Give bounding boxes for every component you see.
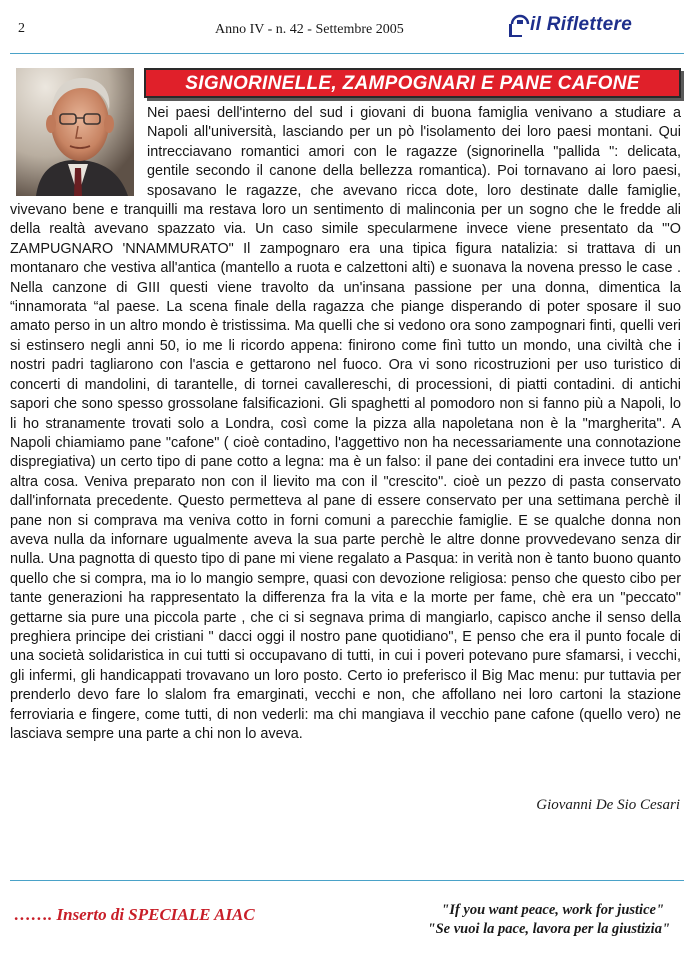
photo-wrap-space — [10, 104, 147, 199]
article-body — [10, 104, 681, 744]
insert-label: ……. Inserto di SPECIALE AIAC — [14, 905, 255, 924]
page-header — [0, 0, 694, 52]
footer-divider — [10, 880, 684, 881]
author-signature: Giovanni De Sio Cesari — [536, 797, 680, 813]
quote-english: "If you want peace, work for justice" — [441, 902, 664, 918]
logo-text: il Riflettere — [530, 14, 633, 35]
newspaper-logo — [506, 10, 682, 40]
header-divider — [10, 53, 684, 54]
article-title: SIGNORINELLE, ZAMPOGNARI E PANE CAFONE — [185, 73, 640, 94]
quote-italian: "Se vuoi la pace, lavora per la giustizia" — [427, 921, 670, 937]
article-title-banner — [144, 68, 681, 98]
page-number: 2 — [18, 21, 25, 36]
issue-info: Anno IV - n. 42 - Settembre 2005 — [215, 22, 404, 37]
article-text: Nei paesi dell'interno del sud i giovani di buona famiglia venivano a studiare a Napoli all'università, lasciando per un pò l'isolamento dei loro paesi montani. Qui intrecciavano romantici amori con le ragazze (signorinella "pallida ": delicata, gentile secondo il canone della bellezza romantica). Poi tornavano ai loro paesi, sposavano le ragazze, che avevano ricca dote, loro destinate dalle famiglie, vivevano bene e tranquilli ma restava loro un sentimento di malinconia per un sogno che le fredde ali della realtà avevano spazzato via. Un caso simile specularmene invece viene presentato da '"O ZAMPUGNARO 'NNAMMURATO" Il zampognaro era una tipica figura natalizia: si trattava di un montanaro che vestiva all'antica (mantello a ruota e calzettoni alti) e suonava la novena presso le case . Nella canzone di GIII questi viene travolto da un'insana passione per una donna, dimentica la “innamorata “al paese. La scena finale della ragazza che piange disperando di poter sposare il suo amato perso in un altro mondo è tristissima. Ma quelli che si vedono ora sono zampognari finti, quelli veri si estinsero negli anni 50, io me li ricordo appena: finirono come finì tutto un mondo, una civiltà che i nostri padri tagliarono con l'ascia e gettarono nel fuoco. Ora vi sono ricostruzioni per uso turistico di concerti di mandolini, di tarantelle, di tornei cavallereschi, di processioni, di piatti contadini. di antichi sapori che sono spesso grossolane falsificazioni. Gli spaghetti al pomodoro non si fanno più a Napoli, lo li ho stranamente trovati solo a Londra, così come la pizza alla napoletana non è la "margherita". A Napoli chiamiamo pane "cafone" ( cioè contadino, l'aggettivo non ha necessariamente una connotazione dispregiativa) un certo tipo di pane cotto a legna: ma è un falso: il pane dei contadini era invece tutto un' altra cosa. Veniva preparato non con il lievito ma con il "crescito". cioè un pezzo di pasta conservato dall'infornata precedente. Questo permetteva al pane di essere conservato per una settimana perchè il pane non si comprava ma veniva cotto in forni comuni a parecchie famiglie. E se qualche donna non aveva nulla da infornare ugualmente aveva la sua parte perchè le altre donne provvedevano senza dir nulla. Una pagnotta di questo tipo di pane mi viene regalato a Pasqua: in verità non è tanto buono quanto quello che si compra, ma io lo mangio sempre, quasi con devozione religiosa: penso che questo cibo per tante generazioni ha rappresentato la differenza fra la vita e la morte per fame, chè era un "peccato" gettarne sia pure una piccola parte , che ci si segnava prima di mangiarlo, capisco anche il senso della preghiera principe dei cristiani " dacci oggi il nostro pane quotidiano", E penso che era il punto focale di una società solidaristica in cui tutti si occupavano di tutti, in cui i poveri potevano pure sfamarsi, i vecchi, gli infermi, gli handicappati trovavano un loro posto. Certo io preferisco il Big Mac menu: pur tuttavia per prenderlo devo fare lo slalom fra emarginati, vecchi e non, che affollano nei loro cartoni la stazione ferroviaria e fingere, come tutti, di non vederli: ma chi mangiava il vecchio pane cafone (quello vero) ne lasciava sempre una parte a chi non lo aveva. — [10, 105, 681, 742]
